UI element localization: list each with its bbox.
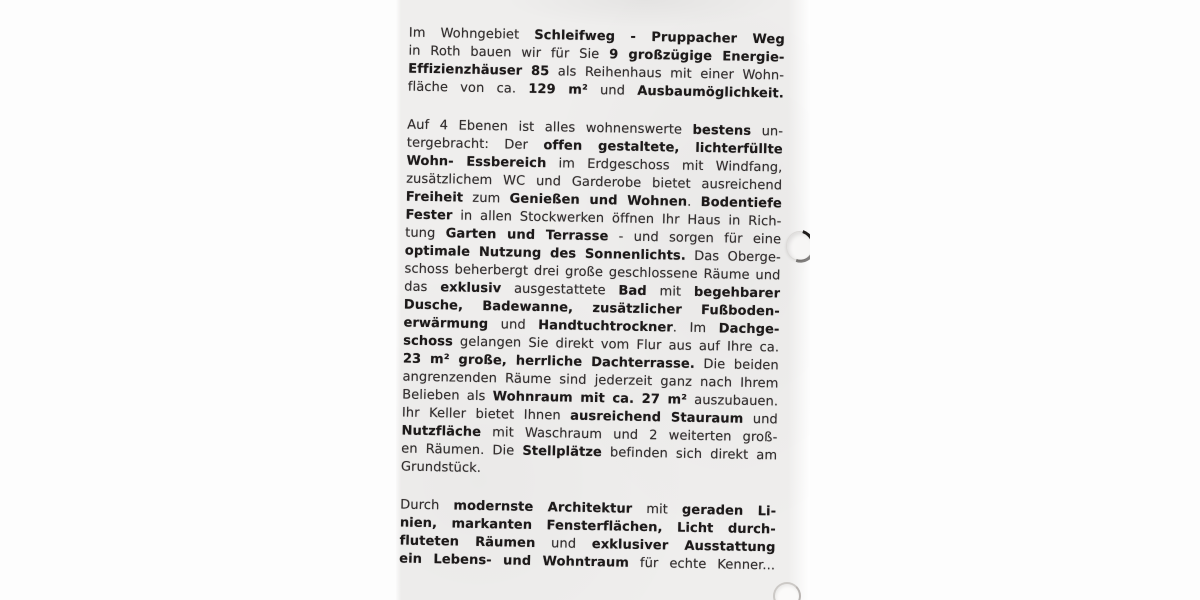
- text-segment: ausreichend Stauraum: [570, 408, 744, 427]
- text-segment: Freiheit: [405, 189, 464, 206]
- text-segment: mit Waschraum und 2 weiterten groß-: [480, 424, 778, 446]
- text-segment: Bad: [618, 283, 647, 300]
- scanned-page: [396, 0, 810, 600]
- text-segment: und: [587, 82, 638, 99]
- text-segment: begehbarer: [693, 284, 781, 302]
- text-segment: bestens: [692, 122, 752, 139]
- document-text: [399, 0, 786, 600]
- text-segment: tergebracht: Der: [406, 135, 544, 154]
- text-segment: Ihr Keller bietet Ihnen: [401, 405, 571, 424]
- text-segment: 23 m² große, herrliche Dachterrasse.: [402, 351, 695, 372]
- text-segment: in allen Stockwerken öffnen Ihr Haus in Rich-: [452, 208, 782, 230]
- text-segment: Auf 4 Ebenen ist alles wohnenswerte: [407, 117, 693, 138]
- text-segment: für echte Kenner...: [628, 555, 776, 574]
- text-segment: Wohnraum mit ca. 27 m²: [492, 389, 688, 408]
- text-segment: Grundstück.: [400, 459, 482, 476]
- text-segment: optimale Nutzung des Sonnenlichts.: [404, 243, 686, 264]
- text-segment: 129 m²: [528, 81, 588, 98]
- text-segment: tung: [405, 225, 446, 242]
- text-segment: nien, markanten Fensterflächen, Licht durch-: [399, 515, 776, 538]
- text-segment: Schleifweg - Pruppacher Weg: [534, 27, 785, 48]
- text-segment: und: [535, 536, 592, 553]
- text-segment: Belieben als: [402, 387, 493, 405]
- text-segment: Nutzfläche: [401, 423, 482, 440]
- text-segment: und: [488, 317, 539, 334]
- text-segment: gelangen Sie direkt vom Flur aus auf Ihre ca.: [452, 334, 780, 356]
- text-segment: mit: [646, 284, 695, 300]
- text-segment: fläche von ca.: [407, 79, 529, 97]
- text-segment: .: [687, 194, 701, 210]
- text-segment: exklusiver Ausstattung: [591, 537, 776, 556]
- paragraph: [408, 25, 785, 104]
- text-segment: im Erdgeschoss mit Windfang,: [546, 156, 783, 176]
- text-segment: Stellplätze: [522, 443, 603, 461]
- text-segment: in Roth bauen wir für Sie: [408, 43, 610, 63]
- text-segment: offen gestaltete, lichterfüllte: [543, 138, 783, 158]
- text-segment: schoss beherbergt drei große geschlossene Räume und: [404, 261, 781, 284]
- text-segment: fluteten Räumen: [399, 533, 536, 552]
- punch-hole-bottom: [773, 582, 801, 600]
- text-segment: ein Lebens- und Wohntraum: [399, 551, 630, 571]
- text-segment: angrenzenden Räume sind jederzeit ganz nach Ihrem: [402, 369, 779, 392]
- text-segment: Garten und Terrasse: [445, 226, 609, 245]
- text-segment: modernste Architektur: [453, 498, 633, 517]
- paragraph: [401, 117, 784, 484]
- text-segment: Dachge-: [718, 321, 780, 338]
- text-segment: Wohn- Essbereich: [406, 153, 547, 172]
- text-segment: zusätzlichem WC und Garderobe bietet ausreichend: [406, 171, 783, 194]
- text-segment: und: [743, 411, 778, 428]
- text-segment: mit: [632, 501, 683, 518]
- text-segment: 9 großzügige Energie-: [608, 47, 785, 66]
- text-segment: auszubauen.: [686, 392, 779, 410]
- text-segment: Durch: [400, 497, 454, 514]
- text-segment: ausgestattete: [501, 281, 619, 299]
- text-segment: schoss: [403, 333, 454, 350]
- text-segment: un-: [751, 123, 784, 140]
- text-segment: . Im: [672, 320, 719, 337]
- text-segment: das: [404, 279, 441, 296]
- text-segment: en Räumen. Die: [401, 441, 523, 459]
- text-segment: Dusche, Badewanne, zusätzlicher Fußboden-: [403, 297, 780, 320]
- paragraph: [399, 497, 776, 576]
- text-segment: Bodentiefe: [700, 194, 782, 212]
- punch-hole-top: [786, 231, 810, 261]
- text-segment: Ausbaumöglichkeit.: [637, 83, 784, 102]
- text-segment: befinden sich direkt am: [601, 445, 778, 464]
- text-segment: Im Wohngebiet: [408, 25, 535, 43]
- text-segment: Genießen und Wohnen: [509, 191, 688, 210]
- text-segment: als Reihenhaus mit einer Wohn-: [549, 64, 785, 84]
- text-segment: Fester: [405, 207, 453, 224]
- text-segment: erwärmung: [403, 315, 489, 333]
- text-segment: geraden Li-: [681, 502, 777, 520]
- text-segment: Effizienzhäuser 85: [408, 61, 550, 80]
- text-segment: Handtuchtrockner: [538, 318, 673, 336]
- text-segment: exklusiv: [440, 280, 502, 297]
- text-segment: Die beiden: [694, 356, 779, 374]
- text-segment: Das Oberge-: [685, 248, 781, 266]
- text-segment: zum: [462, 190, 510, 207]
- text-segment: - und sorgen für eine: [608, 229, 782, 248]
